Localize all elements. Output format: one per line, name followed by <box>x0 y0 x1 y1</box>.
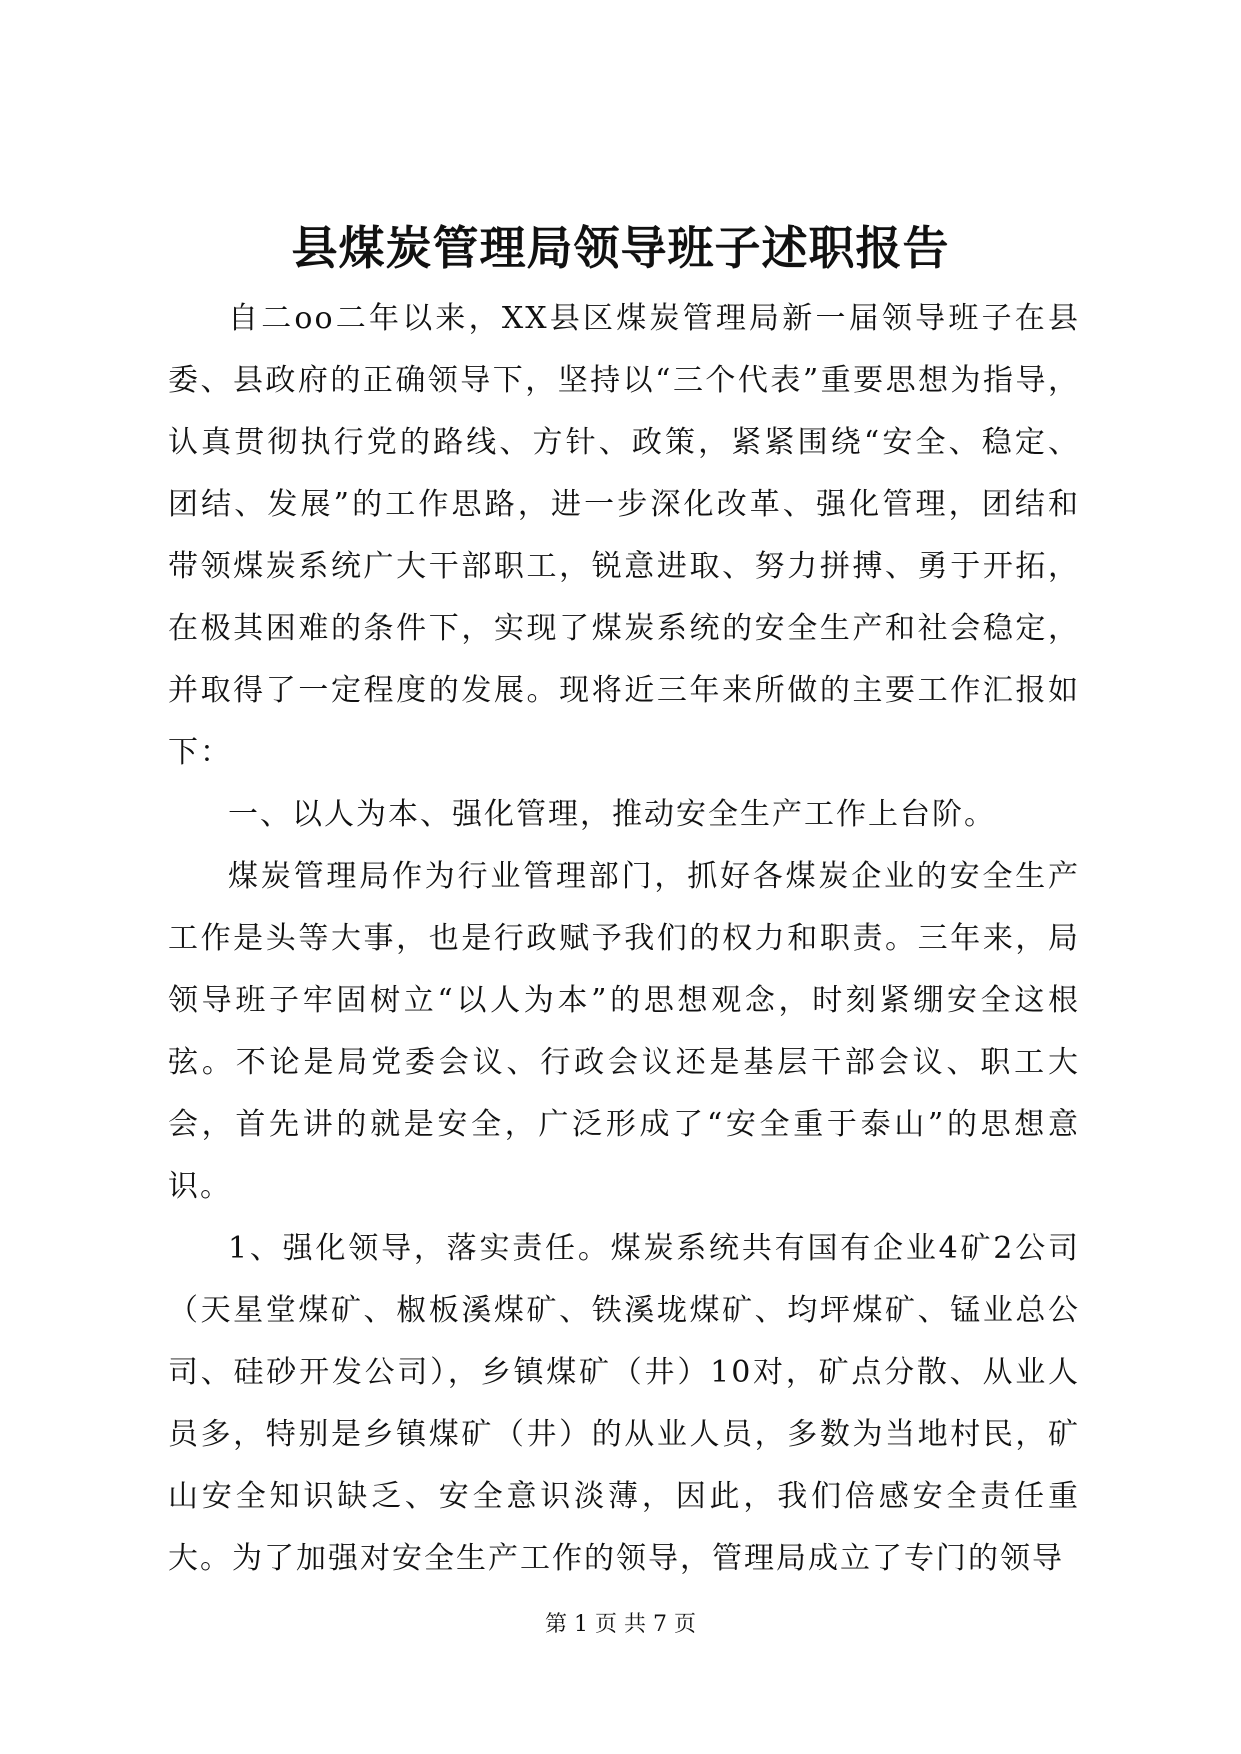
document-body <box>168 288 1080 1590</box>
paragraph-leadership-responsibility: 1、强化领导，落实责任。煤炭系统共有国有企业4矿2公司（天星堂煤矿、椒板溪煤矿、铁溪垅煤矿、均坪煤矿、锰业总公司、硅砂开发公司），乡镇煤矿（井）10对，矿点分散、从业人员多，特别是乡镇煤矿（井）的从业人员，多数为当地村民，矿山安全知识缺乏、安全意识淡薄，因此，我们倍感安全责任重大。为了加强对安全生产工作的领导，管理局成立了专门的领导 <box>168 1231 1080 1576</box>
document-title: 县煤炭管理局领导班子述职报告 <box>291 221 950 275</box>
paragraph-section-heading: 一、以人为本、强化管理，推动安全生产工作上台阶。 <box>228 797 996 832</box>
page-number-footer: 第 1 页 共 7 页 <box>545 1612 696 1637</box>
paragraph-safety-management: 煤炭管理局作为行业管理部门，抓好各煤炭企业的安全生产工作是头等大事，也是行政赋予我们的权力和职责。三年来，局领导班子牢固树立“以人为本”的思想观念，时刻紧绷安全这根弦。不论是局党委会议、行政会议还是基层干部会议、职工大会，首先讲的就是安全，广泛形成了“安全重于泰山”的思想意识。 <box>168 859 1080 1204</box>
paragraph-intro: 自二oo二年以来，XX县区煤炭管理局新一届领导班子在县委、县政府的正确领导下，坚持以“三个代表”重要思想为指导，认真贯彻执行党的路线、方针、政策，紧紧围绕“安全、稳定、团结、发展”的工作思路，进一步深化改革、强化管理，团结和带领煤炭系统广大干部职工，锐意进取、努力拼搏、勇于开拓，在极其困难的条件下，实现了煤炭系统的安全生产和社会稳定，并取得了一定程度的发展。现将近三年来所做的主要工作汇报如下： <box>168 301 1080 770</box>
